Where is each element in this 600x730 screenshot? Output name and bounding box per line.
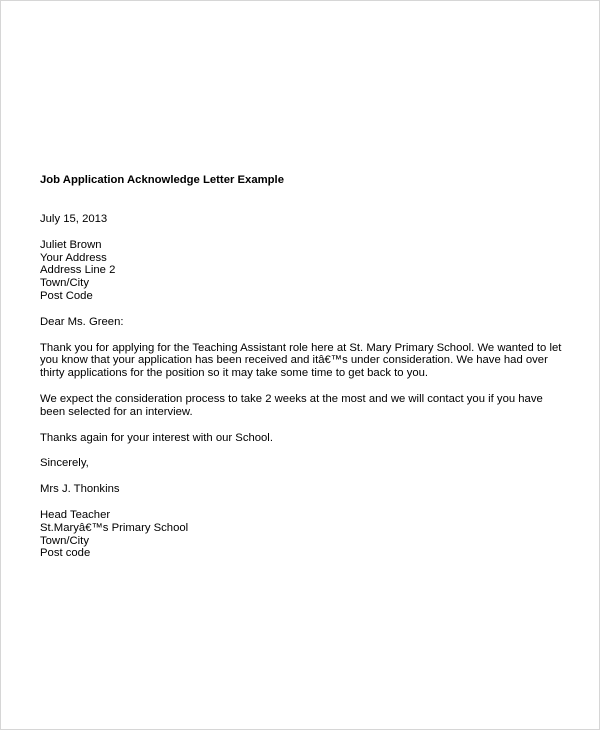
signer-town: Town/City [40, 534, 89, 547]
salutation: Dear Ms. Green: [40, 315, 124, 328]
letter-date: July 15, 2013 [40, 213, 108, 225]
body-paragraph-1: Thank you for applying for the Teaching Assistant role here at St. Mary Primary School. We wanted to let you know that your application has been received and itâ€™s under consideration. We have had over thirty applications for the position so it may take some time to get back to you. [40, 341, 562, 380]
signer-school: St.Maryâ€™s Primary School [40, 521, 189, 534]
recipient-town: Town/City [40, 277, 89, 290]
signer-address-block [40, 509, 570, 560]
closing: Sincerely, [40, 457, 89, 470]
body-paragraph-2: We expect the consideration process to take 2 weeks at the most and we will contact you if you have been selected for an interview. [40, 392, 543, 418]
signer-role: Head Teacher [40, 508, 111, 521]
recipient-address-line-2: Address Line 2 [40, 264, 116, 277]
letter-title: Job Application Acknowledge Letter Example [40, 174, 284, 186]
recipient-post-code: Post Code [40, 289, 93, 302]
signer-post-code: Post code [40, 547, 91, 560]
recipient-address: Your Address [40, 251, 107, 264]
recipient-name: Juliet Brown [40, 238, 102, 251]
recipient-address-block [40, 239, 570, 303]
signer-name: Mrs J. Thonkins [40, 483, 120, 496]
body-paragraph-3: Thanks again for your interest with our School. [40, 431, 273, 444]
letter-body [40, 174, 570, 560]
